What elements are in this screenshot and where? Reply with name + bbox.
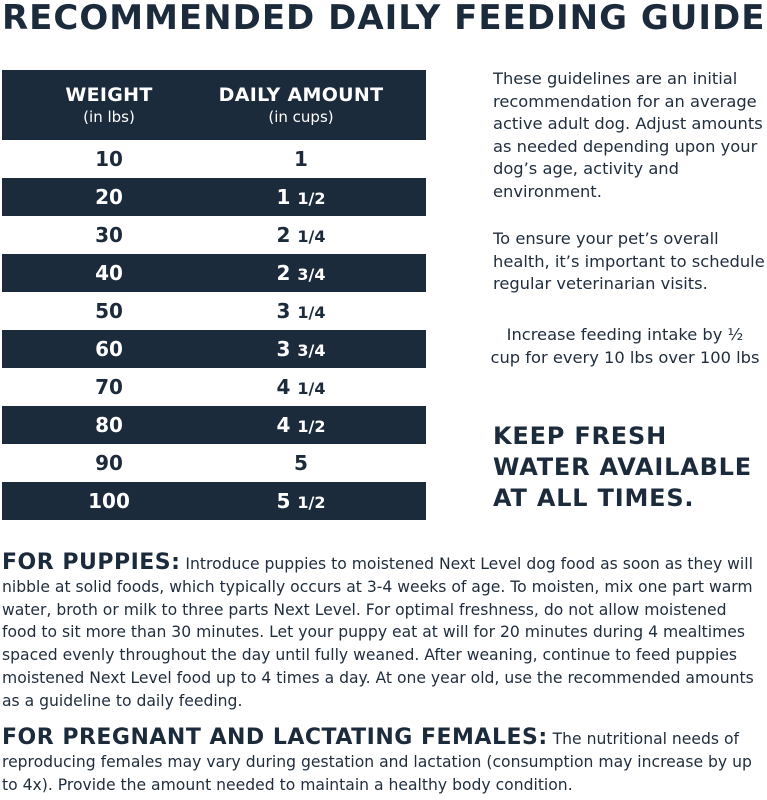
table-row xyxy=(2,406,426,444)
table-row xyxy=(2,292,426,330)
amount-whole: 3 xyxy=(276,337,291,361)
amount-cell xyxy=(216,451,386,475)
amount-whole: 5 xyxy=(276,489,291,513)
amount-fraction: 3/4 xyxy=(297,341,326,360)
table-row xyxy=(2,178,426,216)
weight-cell: 30 xyxy=(95,223,123,247)
amount-cell xyxy=(216,223,386,247)
amount-cell xyxy=(216,375,386,399)
weight-cell: 80 xyxy=(95,413,123,437)
amount-whole: 1 xyxy=(276,185,291,209)
amount-fraction: 1/4 xyxy=(297,303,326,322)
weight-cell: 20 xyxy=(95,185,123,209)
amount-cell xyxy=(216,147,386,171)
amount-cell xyxy=(216,185,386,209)
increase-intake-note: Increase feeding intake by ½ cup for every 10 lbs over 100 lbs xyxy=(490,325,760,367)
vet-visit-note: To ensure your pet’s overall health, it’s important to schedule regular veterinarian visits. xyxy=(493,229,765,293)
amount-whole: 3 xyxy=(276,299,291,323)
amount-cell xyxy=(216,261,386,285)
weight-unit-label: (in lbs) xyxy=(83,108,135,126)
table-body xyxy=(2,140,426,520)
guideline-note: These guidelines are an initial recommendation for an average active adult dog. Adjust amounts as needed depending upon your dog’s age, activity and environment. xyxy=(493,69,763,201)
pregnant-section xyxy=(2,727,765,796)
amount-whole: 2 xyxy=(276,261,291,285)
amount-whole: 5 xyxy=(294,451,308,475)
weight-column-header xyxy=(2,70,216,140)
amount-cell xyxy=(216,299,386,323)
table-row xyxy=(2,140,426,178)
puppies-heading: FOR PUPPIES: xyxy=(2,550,181,575)
table-row xyxy=(2,444,426,482)
weight-cell: 100 xyxy=(88,489,130,513)
amount-cell xyxy=(216,413,386,437)
weight-cell: 50 xyxy=(95,299,123,323)
table-row xyxy=(2,330,426,368)
amount-fraction: 1/2 xyxy=(297,189,326,208)
pregnant-text: The nutritional needs of reproducing females may vary during gestation and lactation (consumption may increase by up to 4x). Provide the amount needed to maintain a healthy body condition. xyxy=(2,730,752,794)
table-row xyxy=(2,368,426,406)
weight-cell: 60 xyxy=(95,337,123,361)
table-row xyxy=(2,482,426,520)
table-row xyxy=(2,254,426,292)
amount-whole: 2 xyxy=(276,223,291,247)
weight-cell: 10 xyxy=(95,147,123,171)
pregnant-heading: FOR PREGNANT AND LACTATING FEMALES: xyxy=(2,725,548,750)
table-row xyxy=(2,216,426,254)
weight-header-label: WEIGHT xyxy=(65,84,153,106)
feeding-table xyxy=(2,70,426,520)
weight-cell: 90 xyxy=(95,451,123,475)
amount-cell xyxy=(216,489,386,513)
page-title: RECOMMENDED DAILY FEEDING GUIDE xyxy=(2,0,766,38)
amount-fraction: 1/4 xyxy=(297,227,326,246)
weight-cell: 70 xyxy=(95,375,123,399)
fresh-water-callout: KEEP FRESH WATER AVAILABLE AT ALL TIMES. xyxy=(493,422,752,512)
amount-header-label: DAILY AMOUNT xyxy=(218,84,384,106)
amount-unit-label: (in cups) xyxy=(268,108,334,126)
amount-whole: 1 xyxy=(294,147,308,171)
weight-cell: 40 xyxy=(95,261,123,285)
amount-cell xyxy=(216,337,386,361)
amount-whole: 4 xyxy=(276,375,291,399)
amount-column-header xyxy=(216,70,386,140)
amount-fraction: 1/2 xyxy=(297,493,326,512)
table-header xyxy=(2,70,426,140)
puppies-section xyxy=(2,552,765,713)
amount-fraction: 1/2 xyxy=(297,417,326,436)
amount-fraction: 1/4 xyxy=(297,379,326,398)
amount-fraction: 3/4 xyxy=(297,265,326,284)
amount-whole: 4 xyxy=(276,413,291,437)
puppies-text: Introduce puppies to moistened Next Level dog food as soon as they will nibble at solid foods, which typically occurs at 3-4 weeks of age. To moisten, mix one part warm water, broth or milk to three parts Next Level. For optimal freshness, do not allow moistened food to sit more than 30 minutes. Let your puppy eat at will for 20 minutes during 4 mealtimes spaced evenly throughout the day until fully weaned. After weaning, continue to feed puppies moistened Next Level food up to 4 times a day. At one year old, use the recommended amounts as a guideline to daily feeding. xyxy=(2,555,754,710)
